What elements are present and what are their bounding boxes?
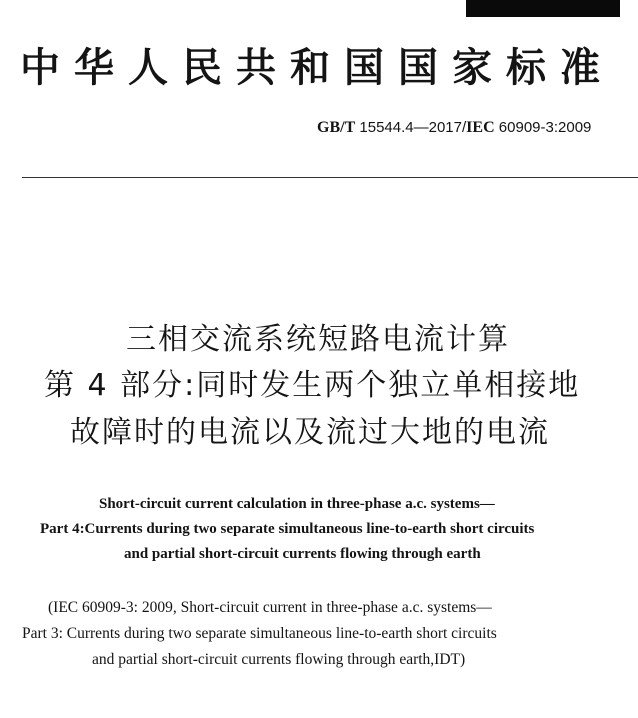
adopted-standard-prefix: IEC [466, 119, 495, 136]
header-black-bar [466, 0, 620, 17]
standard-code-prefix: GB/T [317, 119, 356, 136]
english-title-line-1: Short-circuit current calculation in three-phase a.c. systems— [99, 496, 495, 512]
chinese-title-line-2: 第 4 部分:同时发生两个独立单相接地 [44, 368, 581, 403]
chinese-title-line-1: 三相交流系统短路电流计算 [126, 322, 510, 357]
adopted-standard-number: 60909-3:2009 [494, 119, 592, 136]
english-title-line-2: Part 4:Currents during two separate simultaneous line-to-earth short circuits [40, 521, 535, 537]
english-title-line-3: and partial short-circuit currents flowing through earth [124, 546, 481, 562]
national-standard-title: 中华人民共和国国家标准 [20, 44, 614, 91]
standard-number-value: 15544.4—2017/ [355, 119, 467, 136]
iec-reference-line-3: and partial short-circuit currents flowing through earth,IDT) [92, 651, 466, 668]
header-divider [22, 177, 638, 178]
iec-reference-line-2: Part 3: Currents during two separate simultaneous line-to-earth short circuits [22, 625, 497, 642]
chinese-title-line-3: 故障时的电流以及流过大地的电流 [70, 415, 550, 450]
iec-reference-line-1: (IEC 60909-3: 2009, Short-circuit current in three-phase a.c. systems— [48, 599, 492, 616]
standard-number [317, 118, 591, 138]
